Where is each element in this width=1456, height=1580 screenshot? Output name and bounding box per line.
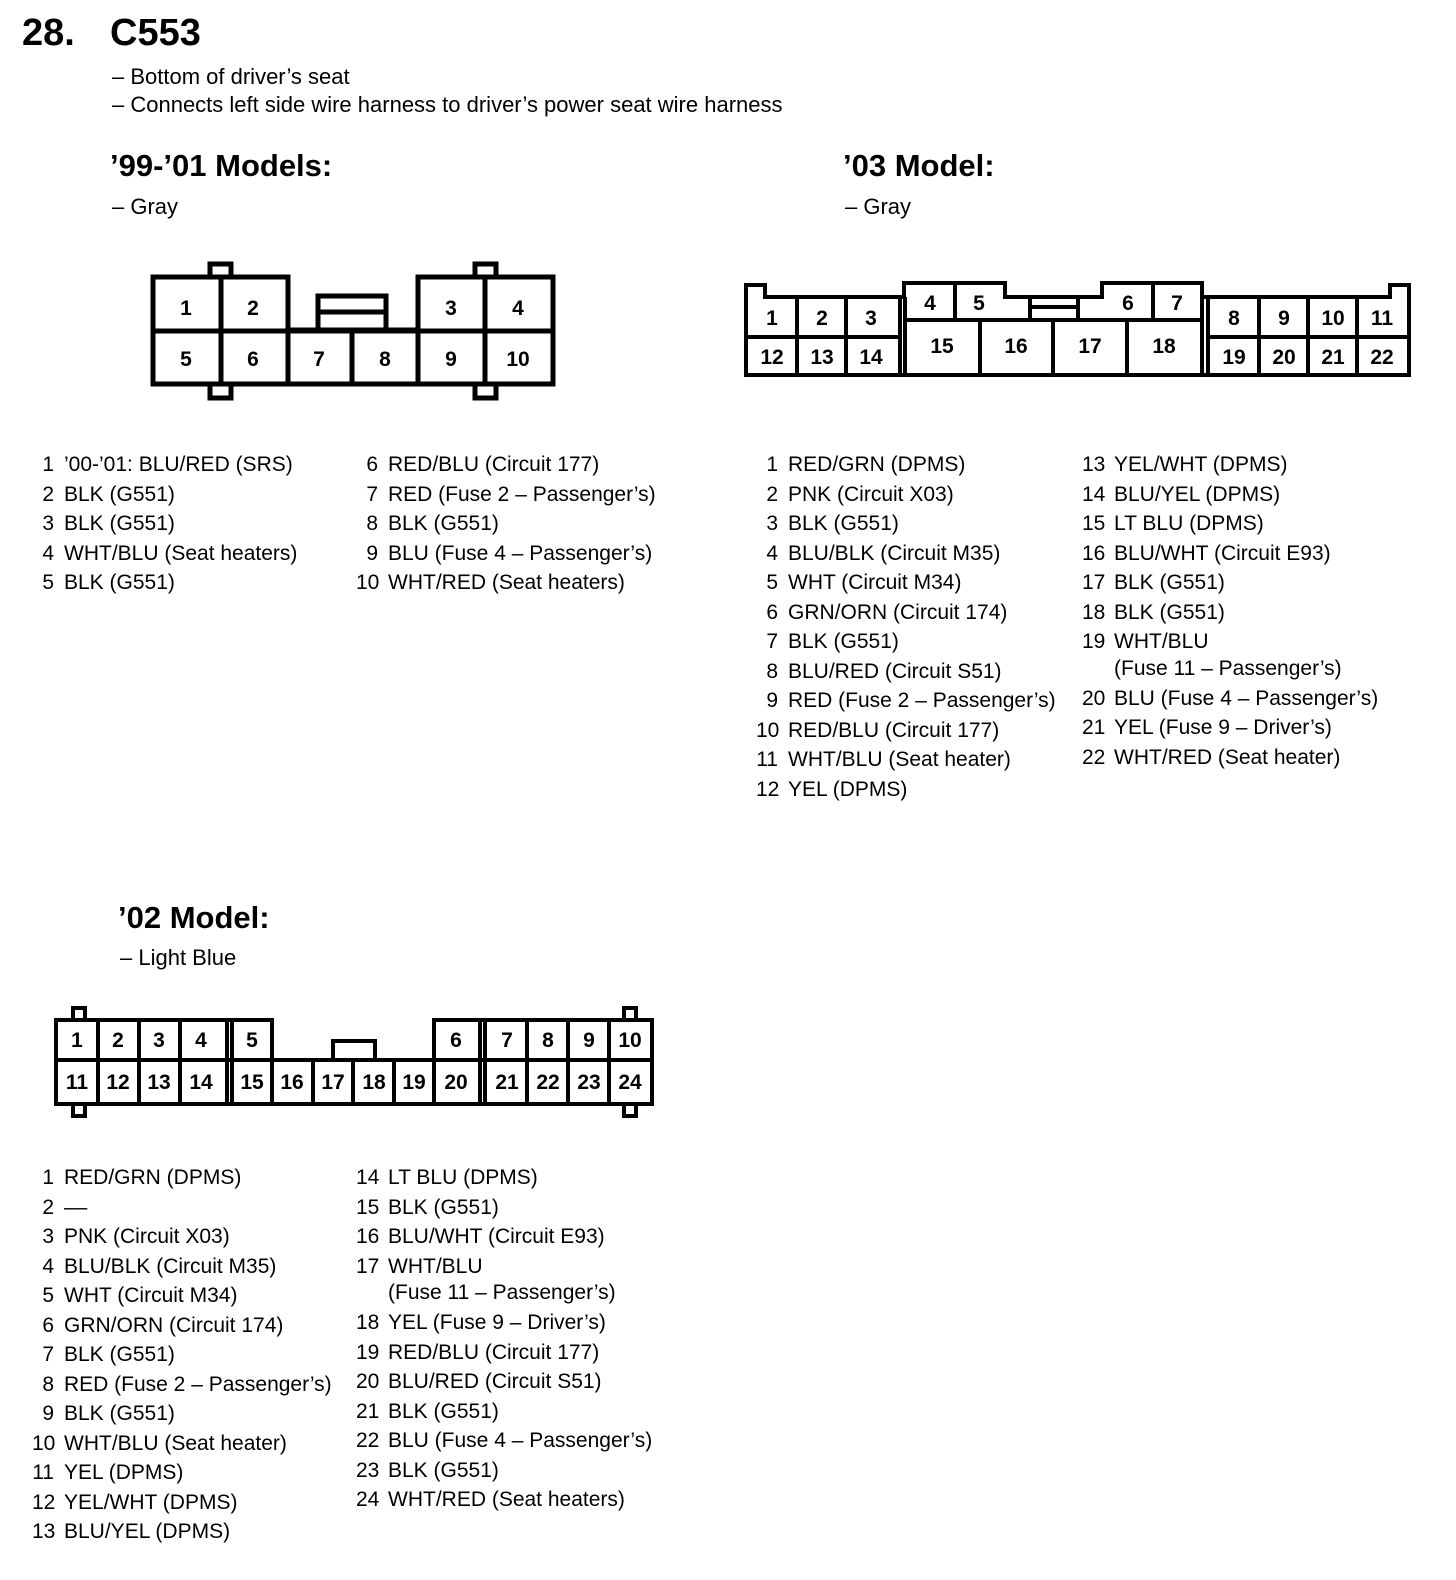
pin-wire-description-continued: (Fuse 11 – Passenger’s) <box>388 1281 616 1304</box>
pin-number: 3 <box>766 512 778 535</box>
pin-wire-description: BLK (G551) <box>388 1399 499 1423</box>
pin-label: 13 <box>810 346 834 369</box>
pin-wire-description: YEL (Fuse 9 – Driver’s) <box>1114 716 1332 739</box>
pin-number: 15 <box>1082 512 1106 535</box>
pin-list-item <box>356 539 656 569</box>
pin-number: 22 <box>1082 745 1106 769</box>
pin-label: 21 <box>1321 346 1345 369</box>
pin-label: 20 <box>444 1071 468 1094</box>
pin-label: 9 <box>445 348 457 371</box>
pin-number: 4 <box>766 541 778 565</box>
pin-label: 17 <box>321 1071 345 1094</box>
pin-label: 1 <box>71 1029 83 1052</box>
pin-label: 7 <box>501 1029 513 1052</box>
pin-list-item <box>356 450 656 480</box>
model-02-color: – Light Blue <box>120 945 237 970</box>
pin-wire-description: WHT (Circuit M34) <box>64 1284 238 1307</box>
pin-number: 5 <box>42 571 54 594</box>
pin-label: 2 <box>816 307 828 330</box>
model-99-01-title: ’99-’01 Models: <box>110 148 333 183</box>
pin-list-item <box>1082 568 1378 598</box>
pin-list-item <box>356 568 656 598</box>
pin-wire-description: YEL (Fuse 9 – Driver’s) <box>388 1311 606 1334</box>
pin-list-99-01-col2 <box>356 450 656 598</box>
pin-number: 3 <box>42 1225 54 1248</box>
pin-number: 1 <box>42 1166 54 1189</box>
pin-wire-description: YEL/WHT (DPMS) <box>1114 453 1288 476</box>
pin-number: 14 <box>356 1166 380 1189</box>
pin-wire-description: BLU (Fuse 4 – Passenger’s) <box>388 541 653 565</box>
pin-number: 17 <box>1082 571 1106 594</box>
pin-list-item <box>32 1458 332 1488</box>
pin-label: 3 <box>865 307 877 330</box>
pin-list-item <box>356 1338 652 1368</box>
pin-label: 5 <box>973 292 985 315</box>
pin-number: 7 <box>42 1343 54 1366</box>
pin-wire-description: BLK (G551) <box>64 1402 175 1425</box>
connector-id: C553 <box>110 12 201 54</box>
connector-03-diagram <box>746 283 1409 375</box>
pin-number: 10 <box>32 1431 56 1455</box>
pin-list-02-col1 <box>32 1163 332 1547</box>
pin-list-item <box>756 716 1056 746</box>
pin-number: 6 <box>42 1313 54 1337</box>
pin-label: 19 <box>402 1071 426 1094</box>
pin-wire-description: WHT/BLU (Seat heater) <box>64 1431 287 1455</box>
pin-number: 2 <box>42 482 54 506</box>
pin-number: 9 <box>766 689 778 712</box>
pin-label: 15 <box>930 335 954 358</box>
pin-label: 5 <box>180 348 192 371</box>
pin-list-item <box>32 1517 332 1547</box>
pin-list-item <box>356 1252 652 1282</box>
pin-wire-description: BLK (G551) <box>388 512 499 535</box>
pin-number: 9 <box>42 1402 54 1425</box>
pin-wire-description: BLU (Fuse 4 – Passenger’s) <box>388 1429 653 1452</box>
pin-number: 2 <box>766 482 778 506</box>
pin-list-item <box>32 1163 332 1193</box>
pin-number: 13 <box>1082 453 1106 476</box>
pin-wire-description: BLU/YEL (DPMS) <box>1114 482 1281 506</box>
pin-label: 16 <box>280 1071 304 1094</box>
pin-label: 19 <box>1222 346 1246 369</box>
pin-wire-description: PNK (Circuit X03) <box>788 482 954 506</box>
pin-wire-description: BLK (G551) <box>788 630 899 653</box>
pin-list-item <box>1082 509 1378 539</box>
pin-wire-description: BLK (G551) <box>1114 600 1225 624</box>
pin-number: 2 <box>42 1195 54 1219</box>
pin-wire-description: RED (Fuse 2 – Passenger’s) <box>388 482 656 506</box>
pin-list-item <box>756 686 1056 716</box>
pin-label: 12 <box>106 1071 130 1094</box>
pin-label: 8 <box>542 1029 554 1052</box>
pin-wire-description: RED/BLU (Circuit 177) <box>388 453 600 476</box>
pin-list-item <box>1082 480 1378 510</box>
pin-wire-description: RED (Fuse 2 – Passenger’s) <box>788 689 1056 712</box>
pin-list-item <box>1082 713 1378 743</box>
pin-list-item <box>356 1193 652 1223</box>
pin-list-item <box>32 509 297 539</box>
pin-list-item <box>756 568 1056 598</box>
pin-list-item <box>756 745 1056 775</box>
model-02-title: ’02 Model: <box>118 900 270 935</box>
pin-number: 6 <box>366 453 378 476</box>
pin-list-03-col1 <box>756 450 1056 804</box>
pin-wire-description: BLK (G551) <box>388 1195 499 1219</box>
pin-label: 18 <box>1152 335 1176 358</box>
pin-label: 6 <box>1122 292 1134 315</box>
pin-number: 21 <box>356 1399 380 1423</box>
pin-number: 7 <box>766 630 778 653</box>
pin-wire-description: LT BLU (DPMS) <box>388 1166 538 1189</box>
pin-wire-description: BLK (G551) <box>788 512 899 535</box>
pin-label: 21 <box>495 1071 519 1094</box>
pin-list-item <box>356 1456 652 1486</box>
pin-label: 4 <box>512 297 524 320</box>
pin-number: 9 <box>366 541 378 565</box>
pin-number: 8 <box>42 1372 54 1396</box>
pin-number: 4 <box>42 1254 54 1278</box>
pin-number: 14 <box>1082 482 1106 506</box>
pin-number: 17 <box>356 1254 380 1278</box>
pin-label: 5 <box>246 1029 258 1052</box>
pin-label: 7 <box>313 348 325 371</box>
pin-wire-description: RED/GRN (DPMS) <box>788 453 966 476</box>
pin-list-item <box>32 1281 332 1311</box>
pin-wire-description: RED/BLU (Circuit 177) <box>788 718 1000 742</box>
pin-wire-description: ’00-’01: BLU/RED (SRS) <box>64 453 293 476</box>
pin-wire-description: PNK (Circuit X03) <box>64 1225 230 1248</box>
pin-list-item <box>1082 684 1378 714</box>
pin-label: 22 <box>1370 346 1394 369</box>
pin-list-item <box>756 657 1056 687</box>
pin-wire-description: WHT/RED (Seat heaters) <box>388 571 625 594</box>
pin-label: 1 <box>766 307 778 330</box>
pin-list-item <box>32 1429 332 1459</box>
pin-wire-description: BLK (G551) <box>388 1458 499 1482</box>
pin-list-item <box>32 1252 332 1282</box>
pin-wire-description: BLU/BLK (Circuit M35) <box>64 1254 277 1278</box>
pin-list-02-col2 <box>356 1163 652 1515</box>
pin-list-item <box>32 480 297 510</box>
pin-list-item <box>32 1222 332 1252</box>
pin-list-item <box>356 1222 652 1252</box>
pin-wire-description: WHT/BLU (Seat heaters) <box>64 541 298 565</box>
pin-label: 2 <box>112 1029 124 1052</box>
pin-list-item <box>356 1367 652 1397</box>
pin-list-item <box>32 1311 332 1341</box>
pin-number: 10 <box>756 718 780 742</box>
pin-label: 24 <box>618 1071 642 1094</box>
pin-wire-description: WHT (Circuit M34) <box>788 571 962 594</box>
pin-list-item <box>756 450 1056 480</box>
pin-number: 19 <box>1082 630 1106 653</box>
pin-label: 23 <box>577 1071 601 1094</box>
pin-list-item <box>756 775 1056 805</box>
pin-label: 10 <box>618 1029 642 1052</box>
pin-list-item <box>32 1193 332 1223</box>
pin-number: 1 <box>42 453 54 476</box>
pin-wire-description: BLU/WHT (Circuit E93) <box>388 1225 605 1248</box>
pin-wire-description: GRN/ORN (Circuit 174) <box>788 600 1008 624</box>
pin-list-item <box>356 1426 652 1456</box>
model-03-color: – Gray <box>845 194 912 219</box>
pin-list-item <box>356 1308 652 1338</box>
pin-label: 11 <box>65 1071 89 1094</box>
pin-list-item <box>32 539 297 569</box>
pin-number: 16 <box>356 1225 380 1248</box>
pin-wire-description: BLK (G551) <box>64 512 175 535</box>
pin-label: 14 <box>189 1071 213 1094</box>
pin-list-item <box>356 1397 652 1427</box>
pin-number: 16 <box>1082 541 1106 565</box>
pin-label: 14 <box>859 346 883 369</box>
pin-number: 5 <box>42 1284 54 1307</box>
pin-number: 11 <box>32 1461 54 1484</box>
pin-label: 16 <box>1004 335 1028 358</box>
section-number: 28. <box>22 12 75 54</box>
pin-number: 3 <box>42 512 54 535</box>
pin-number: 10 <box>356 571 380 594</box>
pin-wire-description: WHT/RED (Seat heater) <box>1114 745 1341 769</box>
pin-number: 7 <box>366 482 378 506</box>
pin-label: 18 <box>362 1071 386 1094</box>
pin-wire-description: WHT/RED (Seat heaters) <box>388 1488 625 1511</box>
pin-number: 5 <box>766 571 778 594</box>
pin-wire-description: BLK (G551) <box>64 571 175 594</box>
pin-list-item <box>32 1340 332 1370</box>
pin-label: 3 <box>445 297 457 320</box>
pin-wire-description-continued: (Fuse 11 – Passenger’s) <box>1114 656 1342 680</box>
pin-label: 20 <box>1272 346 1296 369</box>
pin-number: 18 <box>356 1311 380 1334</box>
pin-wire-description: BLK (G551) <box>64 1343 175 1366</box>
pin-label: 6 <box>247 348 259 371</box>
pin-number: 24 <box>356 1488 380 1511</box>
pin-number: 1 <box>766 453 778 476</box>
pin-list-item <box>756 509 1056 539</box>
pin-list-item <box>1082 539 1378 569</box>
pin-wire-description: WHT/BLU (Seat heater) <box>788 748 1011 771</box>
pin-list-item <box>756 480 1056 510</box>
pin-number: 21 <box>1082 716 1106 739</box>
pin-wire-description: BLU/YEL (DPMS) <box>64 1520 231 1543</box>
pin-label: 3 <box>153 1029 165 1052</box>
pin-label: 11 <box>1370 307 1394 330</box>
pin-list-99-01-col1 <box>32 450 297 598</box>
pin-list-item <box>32 1370 332 1400</box>
pin-list-item <box>356 509 656 539</box>
pin-list-item <box>356 1485 652 1515</box>
pin-label: 8 <box>379 348 391 371</box>
pin-list-item <box>756 627 1056 657</box>
pin-number: 22 <box>356 1429 380 1452</box>
connector-99-01-diagram <box>153 264 553 398</box>
pin-list-item <box>32 450 297 480</box>
model-99-01-color: – Gray <box>112 194 179 219</box>
pin-wire-description: YEL (DPMS) <box>64 1461 184 1484</box>
pin-number: 12 <box>32 1490 56 1514</box>
pin-list-item <box>356 1163 652 1193</box>
pin-wire-description: WHT/BLU <box>1114 630 1209 653</box>
pin-number: 15 <box>356 1195 380 1219</box>
pin-wire-description: WHT/BLU <box>388 1254 483 1278</box>
pin-wire-description: BLU (Fuse 4 – Passenger’s) <box>1114 686 1379 710</box>
pin-wire-description: LT BLU (DPMS) <box>1114 512 1264 535</box>
pin-number: 8 <box>366 512 378 535</box>
pin-wire-description: BLK (G551) <box>64 482 175 506</box>
description-function: – Connects left side wire harness to driver’s power seat wire harness <box>112 92 783 117</box>
pin-label: 8 <box>1228 307 1240 330</box>
pin-label: 10 <box>506 348 530 371</box>
pin-number: 13 <box>32 1520 56 1543</box>
model-03-title: ’03 Model: <box>843 148 995 183</box>
pin-label: 7 <box>1171 292 1183 315</box>
pin-label: 4 <box>924 292 936 315</box>
pin-number: 12 <box>756 777 780 801</box>
pin-number: 20 <box>1082 686 1106 710</box>
pin-label: 1 <box>180 297 192 320</box>
pin-wire-description: GRN/ORN (Circuit 174) <box>64 1313 284 1337</box>
pin-label: 9 <box>1278 307 1290 330</box>
pin-list-item <box>1082 598 1378 628</box>
pin-wire-description: RED/BLU (Circuit 177) <box>388 1340 600 1364</box>
pin-wire-description: RED/GRN (DPMS) <box>64 1166 242 1189</box>
pin-wire-description: BLU/RED (Circuit S51) <box>788 659 1002 683</box>
pin-label: 22 <box>536 1071 560 1094</box>
pin-list-item <box>756 539 1056 569</box>
pin-number: 11 <box>756 748 778 771</box>
pin-list-item <box>32 1399 332 1429</box>
pin-list-item <box>356 480 656 510</box>
pin-list-item <box>32 1488 332 1518</box>
pin-number: 8 <box>766 659 778 683</box>
description-location: – Bottom of driver’s seat <box>112 64 350 89</box>
pin-label: 2 <box>247 297 259 320</box>
pin-number: 18 <box>1082 600 1106 624</box>
pin-label: 4 <box>195 1029 207 1052</box>
pin-label: 6 <box>450 1029 462 1052</box>
pin-list-item <box>1082 450 1378 480</box>
pin-wire-description: –– <box>64 1195 88 1219</box>
pin-wire-description: YEL/WHT (DPMS) <box>64 1490 238 1514</box>
pin-number: 4 <box>42 541 54 565</box>
pin-list-item <box>1082 743 1378 773</box>
pin-label: 12 <box>760 346 784 369</box>
pin-wire-description: RED (Fuse 2 – Passenger’s) <box>64 1372 332 1396</box>
pin-list-03-col2 <box>1082 450 1378 772</box>
pin-list-item <box>32 568 297 598</box>
pin-label: 10 <box>1321 307 1345 330</box>
pin-wire-description: BLU/BLK (Circuit M35) <box>788 541 1001 565</box>
pin-number: 23 <box>356 1458 380 1482</box>
pin-list-item <box>756 598 1056 628</box>
pin-wire-description: BLU/WHT (Circuit E93) <box>1114 541 1331 565</box>
pin-wire-description: YEL (DPMS) <box>788 777 908 801</box>
pin-number: 20 <box>356 1370 380 1393</box>
pin-wire-description: BLK (G551) <box>1114 571 1225 594</box>
pin-label: 15 <box>240 1071 264 1094</box>
connector-02-diagram <box>56 1008 652 1116</box>
pin-number: 6 <box>766 600 778 624</box>
pin-label: 13 <box>147 1071 171 1094</box>
pin-number: 19 <box>356 1340 380 1364</box>
pin-wire-description: BLU/RED (Circuit S51) <box>388 1370 602 1393</box>
pin-list-item <box>1082 627 1378 657</box>
pin-label: 9 <box>583 1029 595 1052</box>
pin-label: 17 <box>1078 335 1102 358</box>
